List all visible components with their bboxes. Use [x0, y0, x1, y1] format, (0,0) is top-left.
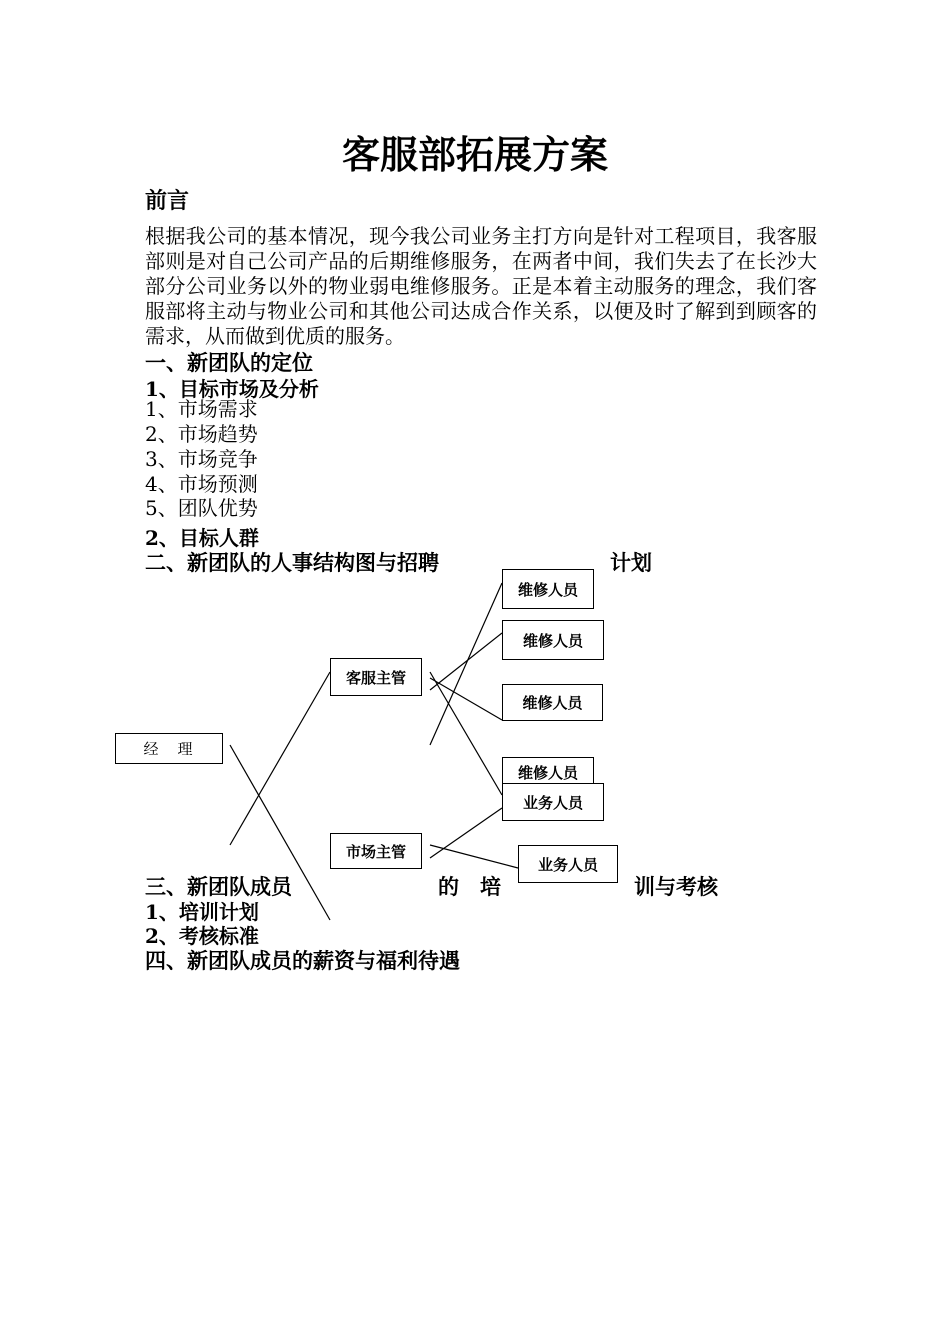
list-item: 3、市场竞争	[145, 447, 258, 471]
connector-line	[430, 845, 518, 868]
connector-line	[430, 672, 502, 795]
preface-paragraph: 根据我公司的基本情况，现今我公司业务主打方向是针对工程项目，我客服部则是对自己公司产品的后期维修服务，在两者中间，我们失去了在长沙大部分公司业务以外的物业弱电维修服务。正是本着主动服务的理念，我们客服部将主动与物业公司和其他公司达成合作关系，以便及时了解到到顾客的需求，从而做到优质的服务。	[145, 224, 817, 348]
org-box-maintenance-staff: 维修人员	[502, 620, 604, 660]
connector-line	[430, 583, 502, 745]
section2-heading-tail: 计划	[610, 550, 652, 575]
connector-line	[230, 672, 330, 845]
org-box-sales-staff: 业务人员	[518, 845, 618, 883]
section4-heading: 四、新团队成员的薪资与福利待遇	[145, 948, 460, 973]
preface-heading: 前言	[145, 188, 190, 214]
org-box-sales-staff: 业务人员	[502, 783, 604, 821]
org-box-maintenance-staff: 维修人员	[502, 569, 594, 609]
org-box-maintenance-staff: 维修人员	[502, 684, 603, 721]
section3-sub1: 1、培训计划	[145, 900, 259, 924]
section2-heading: 二、新团队的人事结构图与招聘	[145, 550, 439, 575]
org-box-maintenance-staff: 维修人员	[502, 757, 594, 787]
section3-sub2: 2、考核标准	[145, 924, 259, 948]
section3-heading-part2: 的 培	[438, 874, 501, 899]
section1-sub1: 1、目标市场及分析	[145, 377, 319, 401]
section3-heading-part1: 三、新团队成员	[145, 874, 292, 899]
org-box-manager: 经 理	[115, 733, 223, 764]
section1-sub2: 2、目标人群	[145, 526, 259, 550]
list-item: 1、市场需求	[145, 397, 258, 421]
org-box-market-supervisor: 市场主管	[330, 833, 422, 869]
document-title: 客服部拓展方案	[341, 132, 608, 177]
list-item: 5、团队优势	[145, 496, 258, 520]
list-item: 2、市场趋势	[145, 422, 258, 446]
connector-line	[430, 678, 502, 720]
connector-line	[430, 808, 502, 858]
connector-line	[430, 633, 502, 690]
section3-heading-part3: 训与考核	[634, 874, 718, 899]
org-box-cs-supervisor: 客服主管	[330, 658, 422, 696]
section1-heading: 一、新团队的定位	[145, 350, 313, 375]
list-item: 4、市场预测	[145, 472, 258, 496]
